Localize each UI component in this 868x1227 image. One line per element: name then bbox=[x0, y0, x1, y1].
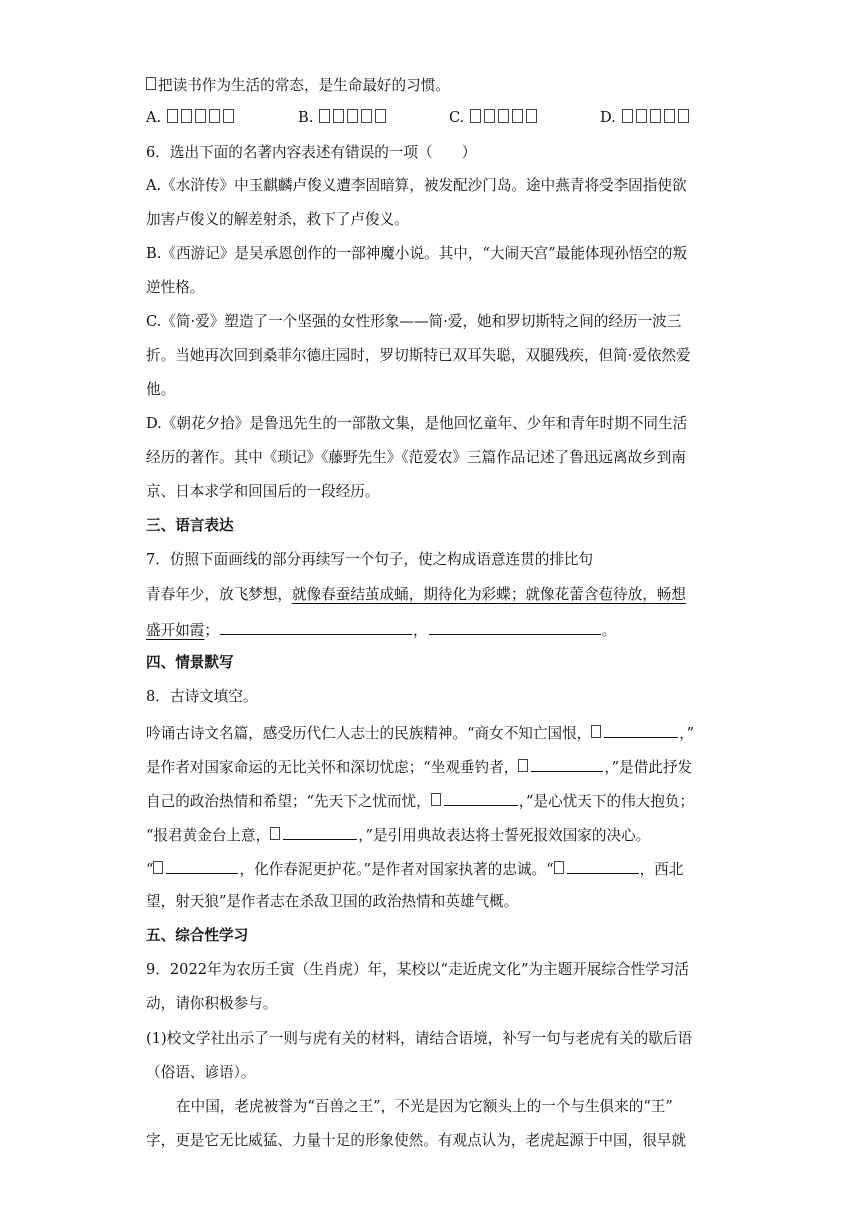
q8-line-4: “报君黄金台上意， ，”是引用典故表达将士誓死报效国家的决心。 bbox=[146, 824, 726, 846]
missing-glyph-icon bbox=[526, 109, 537, 123]
option-b[interactable]: B. bbox=[298, 108, 389, 128]
question-9-cont: 动，请你积极参与。 bbox=[146, 995, 278, 1012]
q8-line-5: “ ，化作春泥更护花。”是作者对国家执著的忠诚。“ ，西北 bbox=[146, 858, 726, 880]
answer-blank[interactable] bbox=[567, 858, 639, 874]
missing-glyph-icon bbox=[591, 725, 601, 738]
missing-glyph-icon bbox=[347, 109, 358, 123]
missing-glyph-icon bbox=[470, 109, 481, 123]
q6-option-a: A.《水浒传》中玉麒麟卢俊义遭李固暗算，被发配沙门岛。途中燕青将受李固指使欲 bbox=[146, 177, 687, 194]
answer-blank[interactable] bbox=[220, 619, 412, 635]
missing-glyph-icon bbox=[223, 109, 234, 123]
material-paragraph: 在中国，老虎被誉为“百兽之王”，不光是因为它额头上的一个与生俱来的“王” bbox=[176, 1098, 673, 1115]
missing-glyph-icon bbox=[636, 109, 647, 123]
answer-blank[interactable] bbox=[444, 790, 518, 806]
option-a[interactable]: A. bbox=[146, 108, 237, 128]
missing-glyph-icon bbox=[181, 109, 192, 123]
missing-glyph-icon bbox=[153, 861, 163, 874]
missing-glyph-icon bbox=[146, 77, 156, 90]
missing-glyph-icon bbox=[319, 109, 330, 123]
q6-option-d-cont: 京、日本求学和回国后的一段经历。 bbox=[146, 483, 380, 500]
q8-line-2: 是作者对国家命运的无比关怀和深切忧虑；“坐观垂钓者， ，”是借此抒发 bbox=[146, 756, 726, 778]
missing-glyph-icon bbox=[484, 109, 495, 123]
missing-glyph-icon bbox=[361, 109, 372, 123]
answer-blank[interactable] bbox=[166, 858, 238, 874]
q9-part-1-cont: （俗语、谚语）。 bbox=[146, 1064, 256, 1081]
missing-glyph-icon bbox=[554, 861, 564, 874]
missing-glyph-icon bbox=[167, 109, 178, 123]
question-9: 9．2022年为农历壬寅（生肖虎）年，某校以“走近虎文化”为主题开展综合性学习活 bbox=[146, 961, 689, 978]
q6-option-a-cont: 加害卢俊义的解差射杀，救下了卢俊义。 bbox=[146, 211, 409, 228]
missing-glyph-icon bbox=[270, 827, 280, 840]
q8-line-1: 吟诵古诗文名篇，感受历代仁人志士的民族精神。“商女不知亡国恨， ，” bbox=[146, 722, 726, 744]
q6-option-d: D.《朝花夕拾》是鲁迅先生的一部散文集，是他回忆童年、少年和青年时期不同生活 bbox=[146, 415, 688, 432]
question-8: 8．古诗文填空。 bbox=[146, 688, 258, 705]
missing-glyph-icon bbox=[622, 109, 633, 123]
answer-blank[interactable] bbox=[531, 756, 603, 772]
q8-line-6: 望，射天狼”是作者志在杀敌卫国的政治热情和英雄气概。 bbox=[146, 893, 519, 910]
missing-glyph-icon bbox=[664, 109, 675, 123]
missing-glyph-icon bbox=[209, 109, 220, 123]
missing-glyph-icon bbox=[431, 793, 441, 806]
q6-option-c-cont: 他。 bbox=[146, 381, 176, 398]
section-heading: 三、语言表达 bbox=[146, 517, 234, 534]
underlined-example: 盛开如霞 bbox=[146, 622, 205, 639]
option-c[interactable]: C. bbox=[449, 108, 540, 128]
question-6: 6．选出下面的名著内容表述有错误的一项（ ） bbox=[146, 144, 477, 161]
q6-option-c: C.《简·爱》塑造了一个坚强的女性形象——简·爱，她和罗切斯特之间的经历一波三 bbox=[146, 313, 682, 330]
q6-option-b-cont: 逆性格。 bbox=[146, 279, 205, 296]
missing-glyph-icon bbox=[333, 109, 344, 123]
option-d[interactable]: D. bbox=[600, 108, 692, 128]
section-heading: 五、综合性学习 bbox=[146, 927, 249, 944]
missing-glyph-icon bbox=[512, 109, 523, 123]
missing-glyph-icon bbox=[498, 109, 509, 123]
q9-part-1: (1)校文学社出示了一则与虎有关的材料，请结合语境，补写一句与老虎有关的歇后语 bbox=[146, 1030, 693, 1047]
q8-line-3: 自己的政治热情和希望；“先天下之忧而忧， ，”是心忧天下的伟大抱负； bbox=[146, 790, 726, 812]
q7-line-2: 盛开如霞； ， 。 bbox=[146, 619, 726, 641]
answer-blank[interactable] bbox=[283, 824, 357, 840]
answer-blank[interactable] bbox=[429, 619, 601, 635]
q6-option-c-cont: 折。当她再次回到桑菲尔德庄园时，罗切斯特已双耳失聪，双腿残疾，但简·爱依然爱 bbox=[146, 347, 691, 364]
text-line: 把读书作为生活的常态，是生命最好的习惯。 bbox=[146, 76, 726, 96]
q6-option-d-cont: 经历的著作。其中《琐记》《藤野先生》《范爱农》三篇作品记述了鲁迅远离故乡到南 bbox=[146, 449, 686, 466]
missing-glyph-icon bbox=[375, 109, 386, 123]
q6-option-b: B.《西游记》是吴承恩创作的一部神魔小说。其中，“大闹天宫”最能体现孙悟空的叛 bbox=[146, 245, 688, 262]
q7-line-1: 青春年少，放飞梦想，就像春蚕结茧成蛹，期待化为彩蝶；就像花蕾含苞待放，畅想 bbox=[146, 586, 686, 603]
missing-glyph-icon bbox=[650, 109, 661, 123]
material-paragraph-cont: 字，更是它无比威猛、力量十足的形象使然。有观点认为，老虎起源于中国，很早就 bbox=[146, 1132, 686, 1149]
section-heading: 四、情景默写 bbox=[146, 654, 234, 671]
underlined-example: 就像春蚕结茧成蛹，期待化为彩蝶；就像花蕾含苞待放，畅想 bbox=[291, 586, 686, 603]
missing-glyph-icon bbox=[195, 109, 206, 123]
answer-blank[interactable] bbox=[604, 722, 678, 738]
question-7: 7．仿照下面画线的部分再续写一个句子，使之构成语意连贯的排比句 bbox=[146, 551, 594, 568]
missing-glyph-icon bbox=[678, 109, 689, 123]
missing-glyph-icon bbox=[518, 759, 528, 772]
